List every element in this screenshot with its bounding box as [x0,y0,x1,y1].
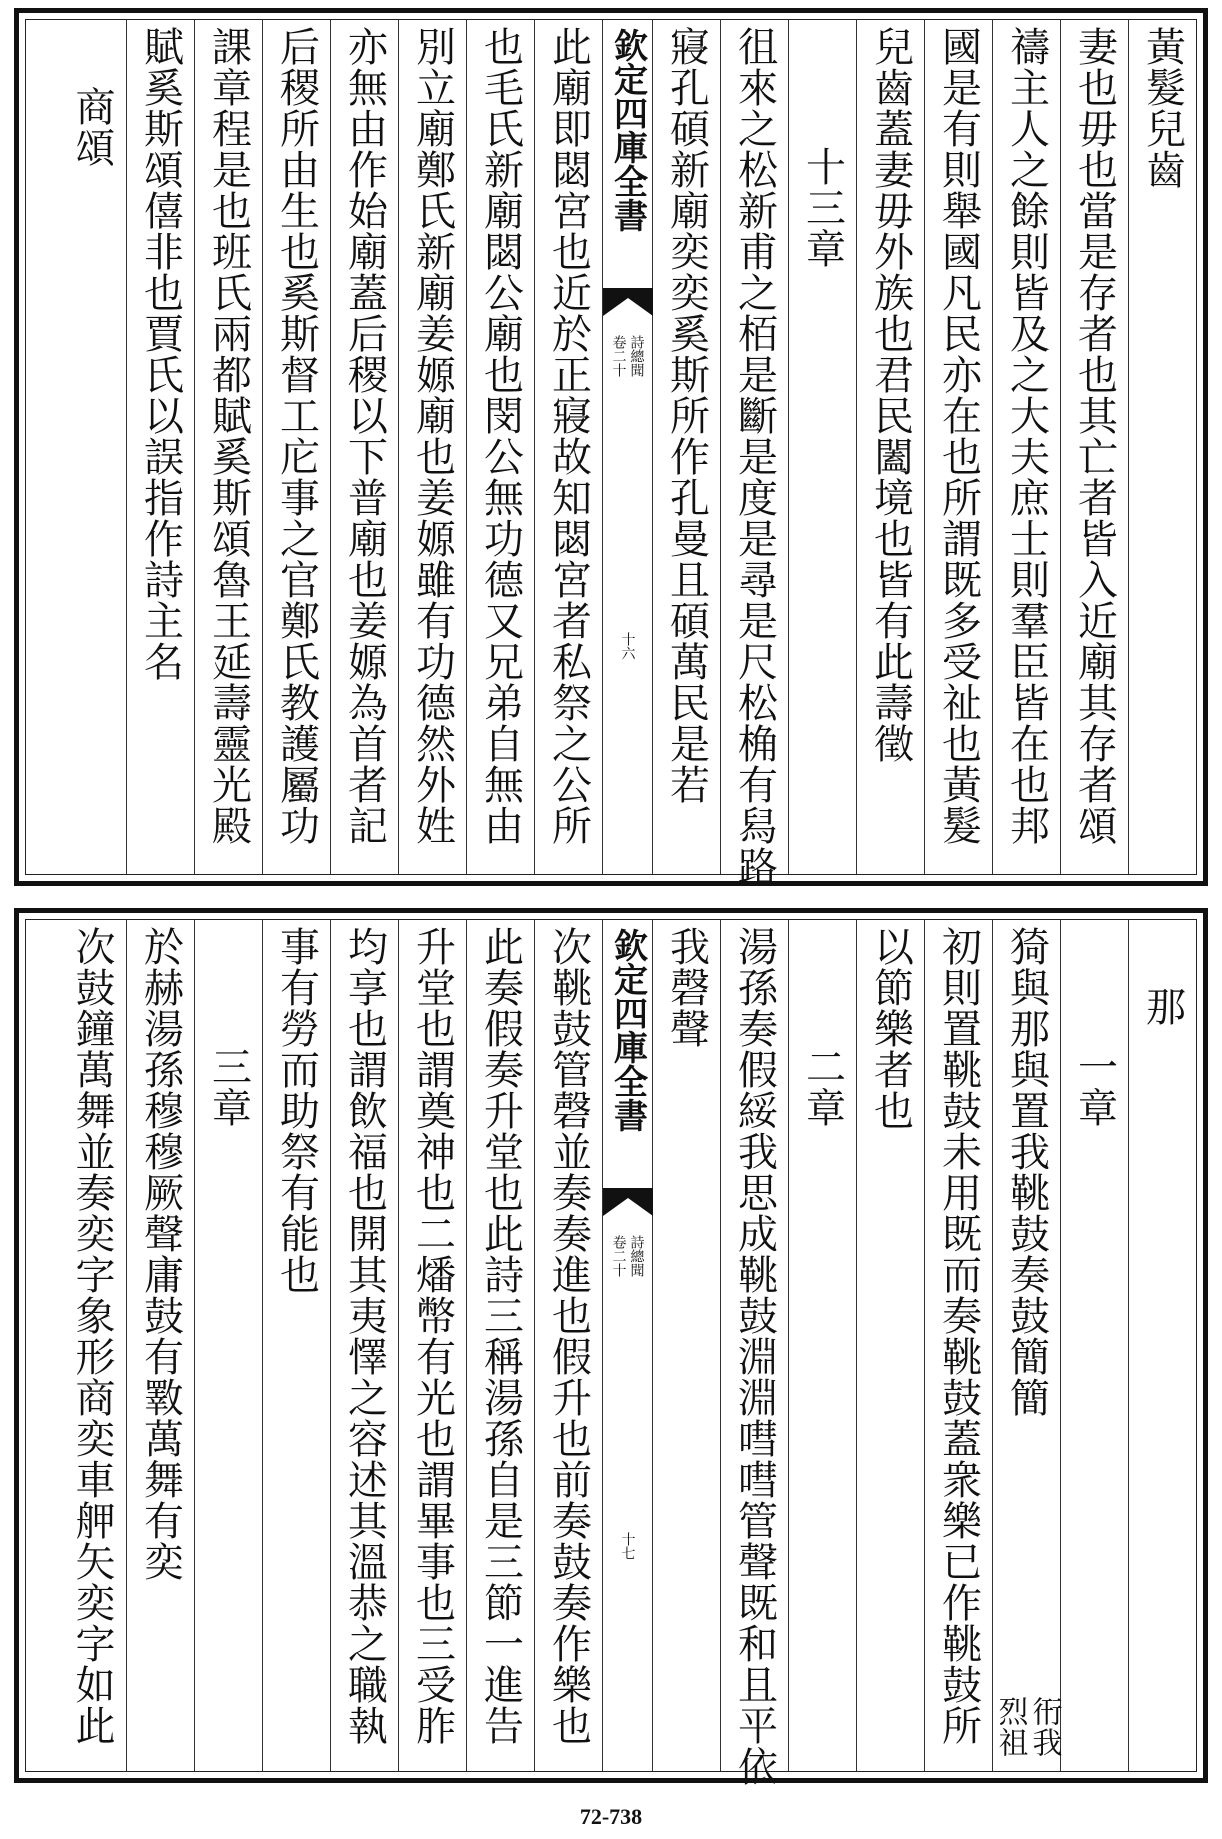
annotation-pair [993,1696,1061,1758]
text-column [1128,920,1196,1771]
page-footer-label: 72-738 [579,1804,643,1829]
text-column [398,20,466,874]
column-text: 次鞉鼓管磬並奏奏進也假升也前奏鼓奏作樂也 [545,926,592,1746]
volume-label: 卷二十 [610,335,627,377]
chapter-heading: 三章 [205,1046,252,1128]
text-column [992,920,1060,1771]
chapter-heading: 十三章 [799,146,846,269]
work-title: 詩總聞 [628,1235,645,1277]
annotation-text: 烈祖 [992,1696,1028,1758]
text-column [330,920,398,1771]
text-column [924,20,992,874]
text-column [1060,920,1128,1771]
text-column [194,20,262,874]
text-column [534,920,602,1771]
text-column [330,20,398,874]
text-column [1060,20,1128,874]
text-column [398,920,466,1771]
bottom-page-frame [14,908,1208,1787]
text-column [262,920,330,1771]
volume-label: 卷二十 [610,1235,627,1277]
column-text: 此廟即閟宮也近於正寢故知閟宮者私祭之公所 [545,26,592,846]
column-text: 此奏假奏升堂也此詩三稱湯孫自是三節一進告 [477,926,524,1746]
column-text: 我磬聲 [663,926,710,1049]
column-text: 均享也謂飲福也開其夷懌之容述其溫恭之職執 [341,926,388,1746]
text-column [788,920,856,1771]
text-column [126,20,194,874]
text-column [720,920,788,1787]
text-column [534,20,602,874]
column-text: 課章程是也班氏兩都賦奚斯頌魯王延壽靈光殿 [205,26,252,846]
text-column [58,20,126,874]
column-text: 妻也毋也當是存者也其亡者皆入近廟其存者頌 [1071,26,1118,846]
text-column [856,920,924,1771]
text-column [992,20,1060,874]
book-title: 欽定四庫全書 [607,28,648,232]
text-column [1128,20,1196,874]
book-title: 欽定四庫全書 [607,928,648,1132]
text-column [924,920,992,1771]
text-column [466,920,534,1771]
section-heading: 商頌 [69,86,115,168]
poem-title: 那 [1139,986,1186,1027]
column-text: 禱主人之餘則皆及之大夫庶士則羣臣皆在也邦 [1003,26,1050,846]
text-column [720,20,788,887]
text-column [788,20,856,874]
top-page-frame [14,8,1208,886]
annotation-text: 衎我 [1026,1696,1062,1758]
column-text: 於赫湯孫穆穆厥聲庸鼓有斁萬舞有奕 [137,926,184,1582]
text-column [194,920,262,1771]
page-number: 十七 [619,1532,636,1560]
column-text: 亦無由作始廟蓋后稷以下普廟也姜嫄為首者記 [341,26,388,846]
fishtail-mark-icon [603,1188,653,1216]
column-text: 初則置鞉鼓未用既而奏鞉鼓蓋衆樂已作鞉鼓所 [935,926,982,1746]
text-column [126,920,194,1771]
column-text: 升堂也謂奠神也二燔幣有光也謂畢事也三受胙 [409,926,456,1746]
column-text: 徂來之松新甫之栢是斷是度是尋是尺松桷有舄路 [731,26,778,887]
text-column [652,920,720,1771]
chapter-heading: 二章 [799,1046,846,1128]
text-column [652,20,720,874]
top-page-columns [25,19,1197,887]
chapter-heading: 一章 [1071,1046,1118,1128]
text-column [856,20,924,874]
column-text: 以節樂者也 [867,926,914,1131]
fold-column [602,20,652,874]
column-text: 賦奚斯頌僖非也賈氏以誤指作詩主名 [137,26,184,682]
fishtail-mark-icon [603,288,653,316]
column-text: 黃髮兒齒 [1139,26,1186,190]
fold-subtitle [611,1235,645,1277]
text-column [58,920,126,1771]
page-number: 十六 [619,632,636,660]
column-text: 湯孫奏假綏我思成鞉鼓淵淵嘒嘒管聲既和且平依 [731,926,778,1787]
column-text: 寢孔碩新廟奕奕奚斯所作孔曼且碩萬民是若 [663,26,710,805]
text-column [466,20,534,874]
text-column [262,20,330,874]
column-text: 事有勞而助祭有能也 [273,926,320,1295]
column-text: 次鼓鐘萬舞並奏奕字象形商奕車舺矢奕字如此 [69,926,115,1746]
work-title: 詩總聞 [628,335,645,377]
column-text: 后稷所由生也奚斯督工庀事之官鄭氏教護屬功 [273,26,320,846]
column-text: 別立廟鄭氏新廟姜嫄廟也姜嫄雖有功德然外姓 [409,26,456,846]
column-text: 兒齒蓋妻毋外族也君民闔境也皆有此壽徵 [867,26,914,764]
column-text: 猗與那與置我鞉鼓奏鼓簡簡 [1003,926,1050,1418]
bottom-page-columns [25,919,1197,1787]
column-text: 國是有則舉國凡民亦在也所謂既多受祉也黃髮 [935,26,982,846]
fold-subtitle [611,335,645,377]
fold-column [602,920,652,1771]
column-text: 也毛氏新廟閟公廟也閔公無功德又兄弟自無由 [477,26,524,846]
